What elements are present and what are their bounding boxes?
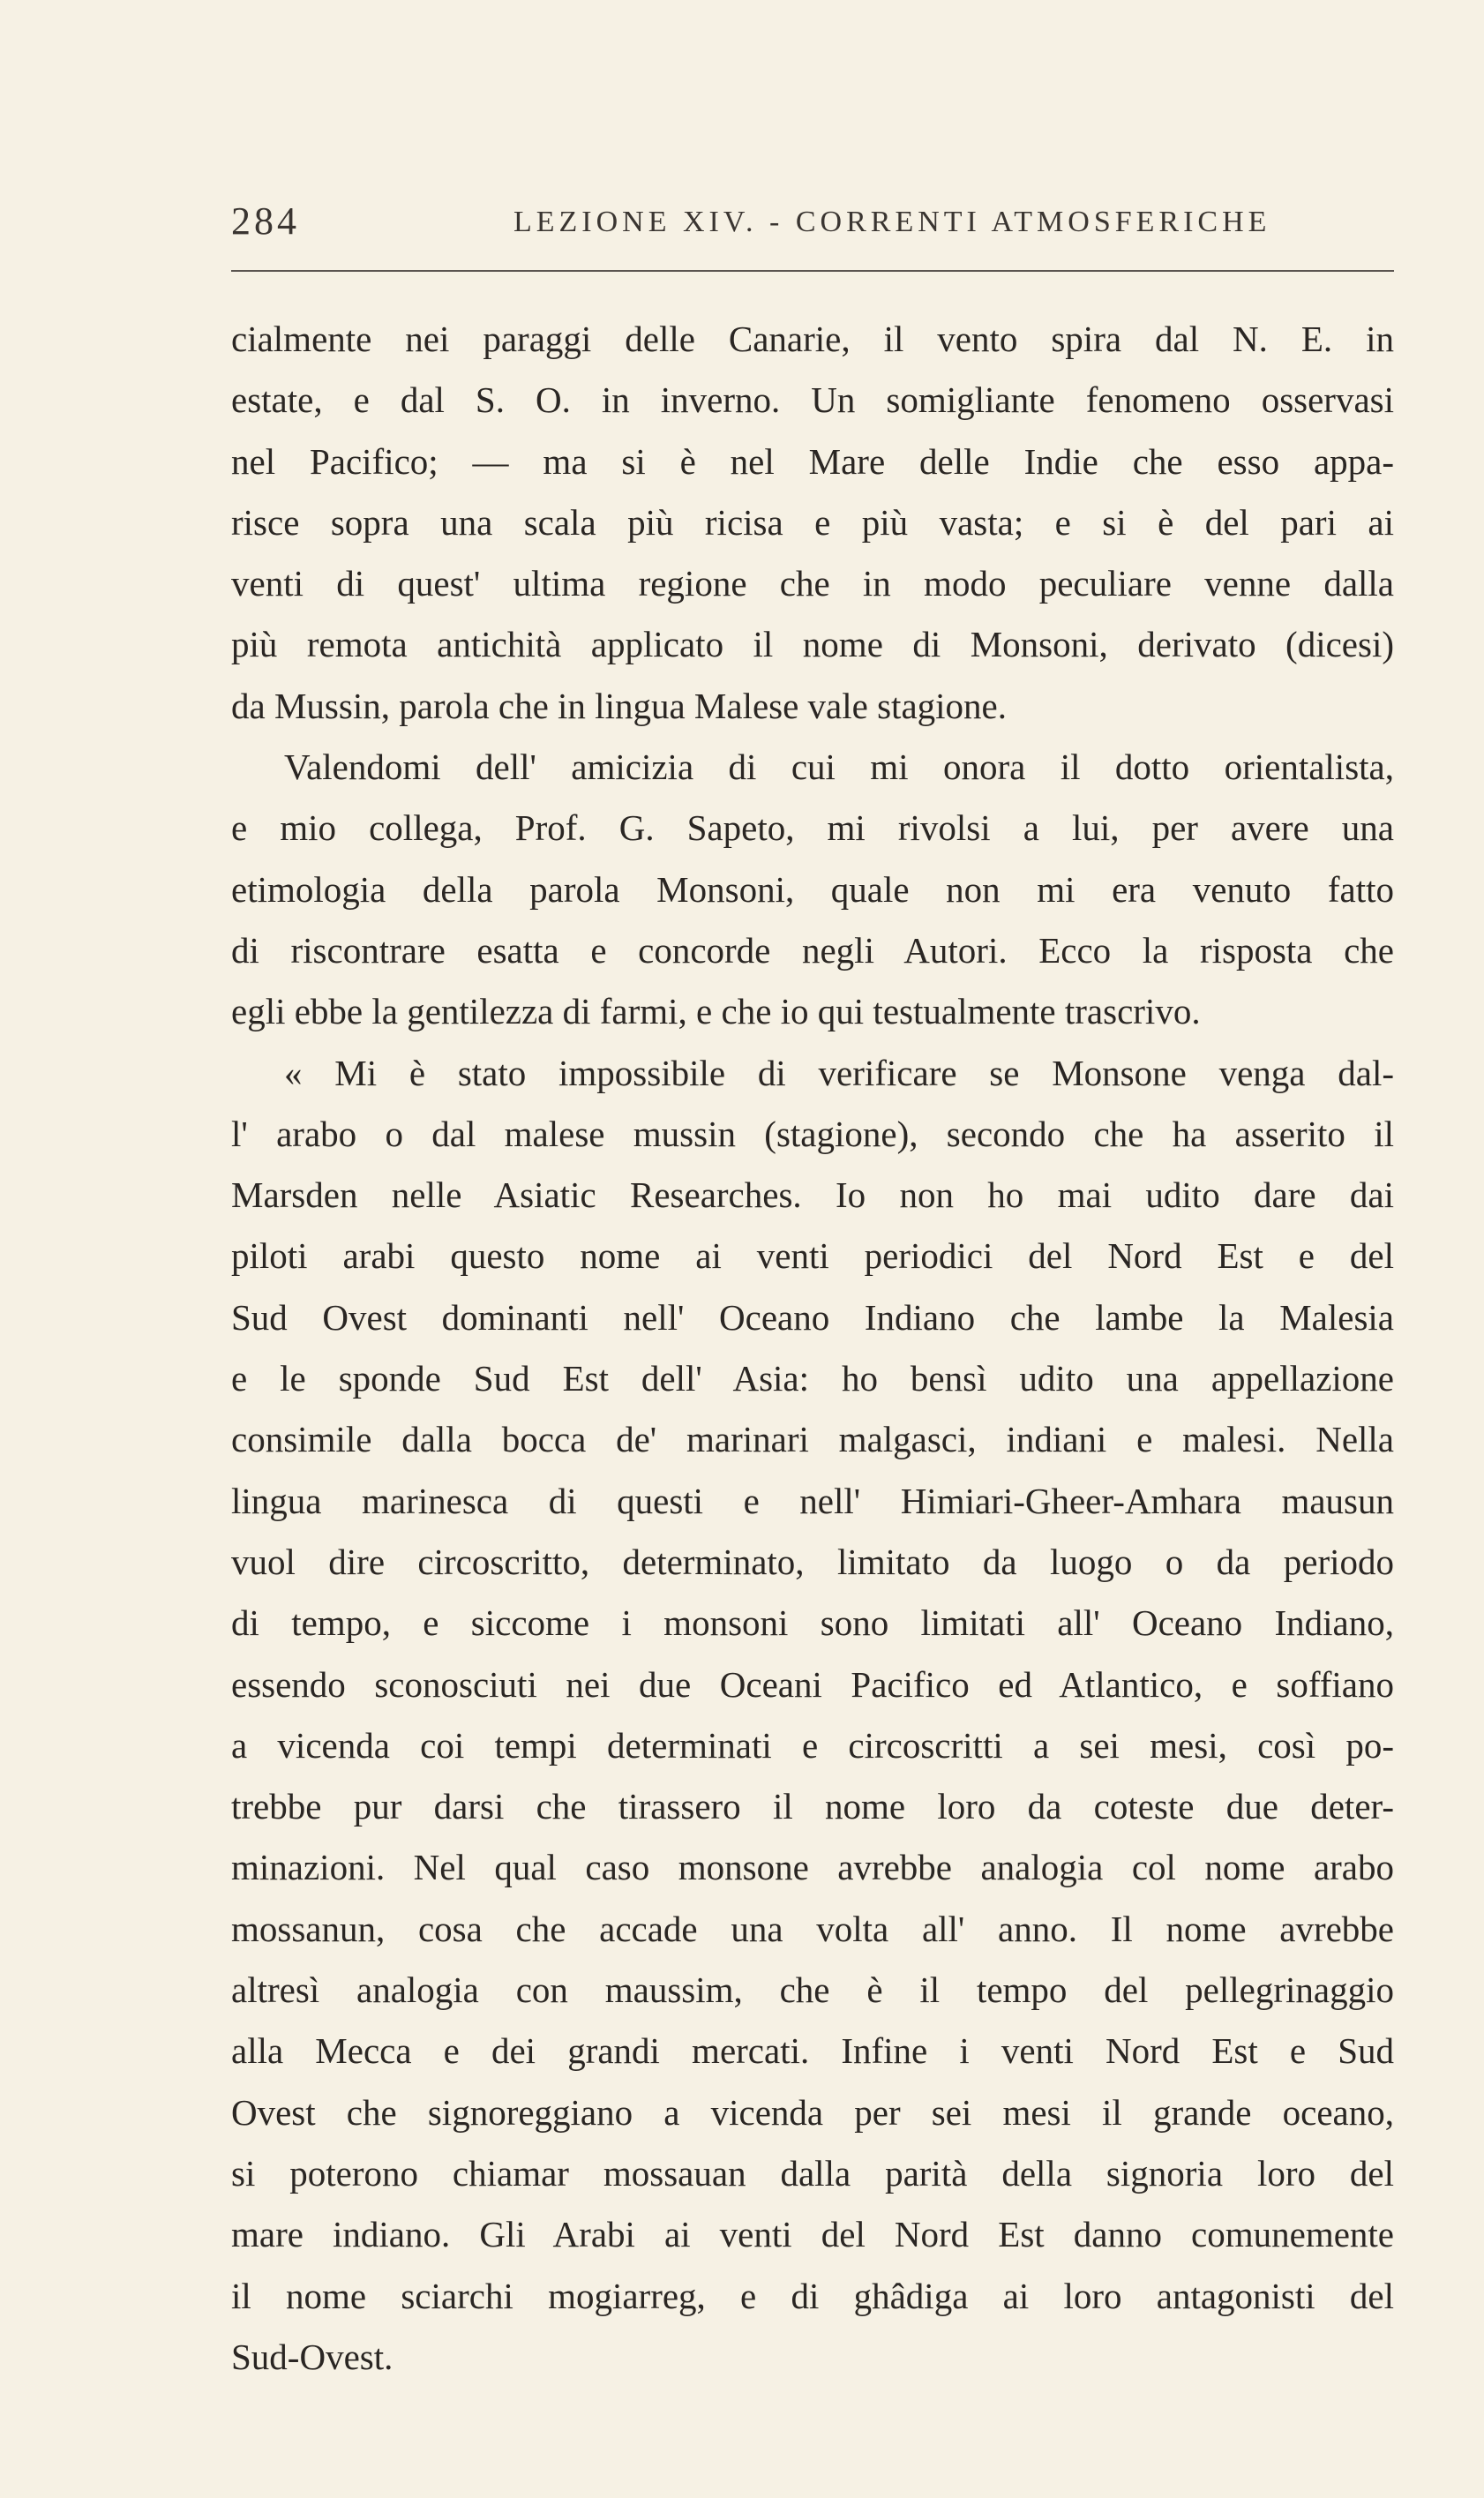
body-text — [231, 309, 1394, 2388]
text-line: l' arabo o dal malese mussin (stagione), secondo che ha asserito il — [231, 1113, 1394, 1154]
text-line: Marsden nelle Asiatic Researches. Io non ho mai udito dare dai — [231, 1174, 1394, 1216]
text-line: di tempo, e siccome i monsoni sono limitati all' Oceano Indiano, — [231, 1602, 1394, 1644]
text-line: nel Pacifico; — ma si è nel Mare delle Indie che esso appa- — [231, 440, 1394, 482]
running-head — [231, 199, 1396, 251]
text-line: minazioni. Nel qual caso monsone avrebbe analogia col nome arabo — [231, 1847, 1394, 1888]
text-line: consimile dalla bocca de' marinari malgasci, indiani e malesi. Nella — [231, 1419, 1394, 1460]
text-line: Ovest che signoreggiano a vicenda per sei mesi il grande oceano, — [231, 2091, 1394, 2133]
text-line: alla Mecca e dei grandi mercati. Infine i venti Nord Est e Sud — [231, 2030, 1394, 2072]
text-line: egli ebbe la gentilezza di farmi, e che io qui testualmente trascrivo. — [231, 991, 1201, 1032]
text-line: Valendomi dell' amicizia di cui mi onora il dotto orientalista, — [284, 746, 1394, 788]
text-line: altresì analogia con maussim, che è il tempo del pellegrinaggio — [231, 1969, 1394, 2011]
text-line: si poterono chiamar mossauan dalla parità della signoria loro del — [231, 2152, 1394, 2194]
text-line: essendo sconosciuti nei due Oceani Pacifico ed Atlantico, e soffiano — [231, 1663, 1394, 1705]
text-line: estate, e dal S. O. in inverno. Un somigliante fenomeno osservasi — [231, 379, 1394, 421]
text-line: vuol dire circoscritto, determinato, limitato da luogo o da periodo — [231, 1541, 1394, 1582]
text-line: e le sponde Sud Est dell' Asia: ho bensì udito una appellazione — [231, 1358, 1394, 1399]
text-line: il nome sciarchi mogiarreg, e di ghâdiga ai loro antagonisti del — [231, 2275, 1394, 2316]
text-line: « Mi è stato impossibile di verificare se Monsone venga dal- — [284, 1052, 1394, 1093]
text-line: mare indiano. Gli Arabi ai venti del Nord Est danno comunemente — [231, 2214, 1394, 2255]
text-line: e mio collega, Prof. G. Sapeto, mi rivolsi a lui, per avere una — [231, 807, 1394, 849]
text-line: Sud Ovest dominanti nell' Oceano Indiano che lambe la Malesia — [231, 1296, 1394, 1338]
text-line: più remota antichità applicato il nome di Monsoni, derivato (dicesi) — [231, 624, 1394, 665]
text-line: piloti arabi questo nome ai venti periodici del Nord Est e del — [231, 1235, 1394, 1277]
header-rule — [231, 270, 1394, 272]
text-line: lingua marinesca di questi e nell' Himiari-Gheer-Amhara mausun — [231, 1480, 1394, 1521]
text-line: Sud-Ovest. — [231, 2336, 393, 2377]
text-line: a vicenda coi tempi determinati e circoscritti a sei mesi, così po- — [231, 1724, 1394, 1766]
text-line: trebbe pur darsi che tirassero il nome loro da coteste due deter- — [231, 1786, 1394, 1827]
text-line: di riscontrare esatta e concorde negli Autori. Ecco la risposta che — [231, 929, 1394, 971]
text-line: mossanun, cosa che accade una volta all' anno. Il nome avrebbe — [231, 1908, 1394, 1949]
text-line: etimologia della parola Monsoni, quale non mi era venuto fatto — [231, 868, 1394, 910]
chapter-title: LEZIONE XIV. - CORRENTI ATMOSFERICHE — [513, 206, 1271, 238]
text-line: da Mussin, parola che in lingua Malese vale stagione. — [231, 685, 1007, 726]
text-line: cialmente nei paraggi delle Canarie, il vento spira dal N. E. in — [231, 319, 1394, 359]
page-number: 284 — [231, 199, 300, 243]
text-line: risce sopra una scala più ricisa e più vasta; e si è del pari ai — [231, 501, 1394, 543]
text-line: venti di quest' ultima regione che in modo peculiare venne dalla — [231, 563, 1394, 604]
